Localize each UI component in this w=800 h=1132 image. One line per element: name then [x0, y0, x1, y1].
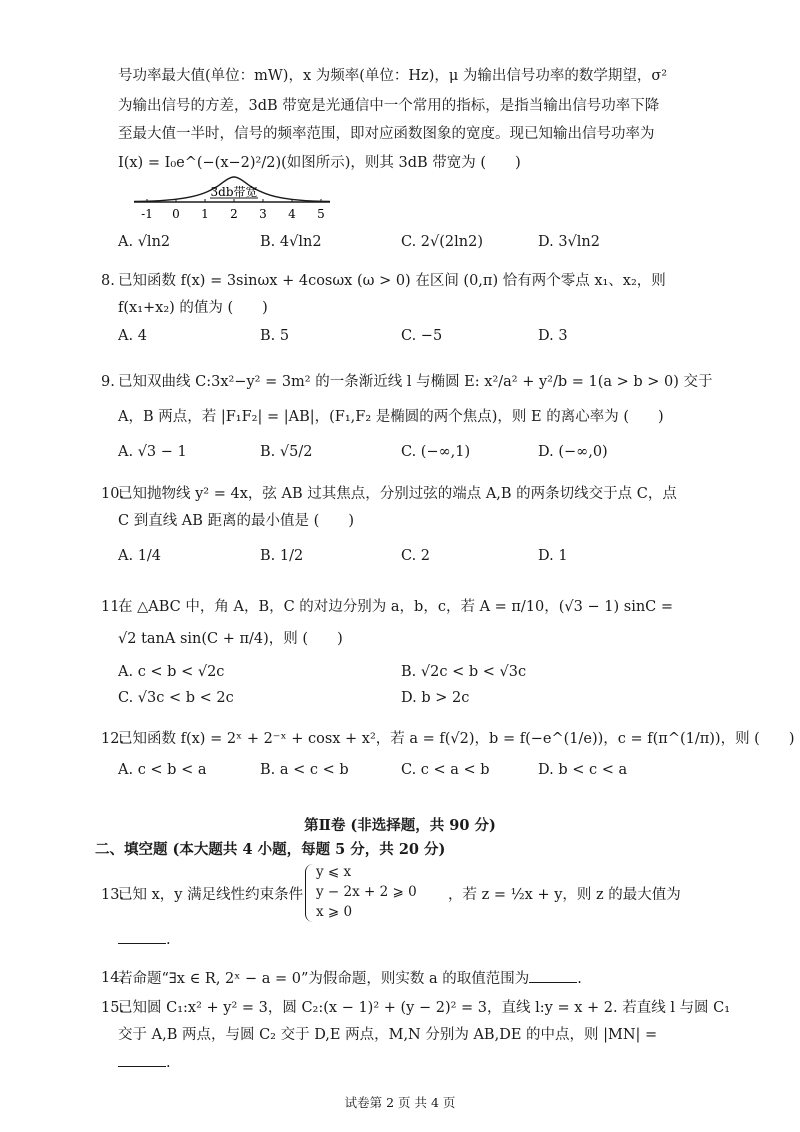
- q13-number: 13.: [101, 887, 125, 903]
- q13-constraints: [316, 862, 417, 922]
- q9-option-d: D. (−∞,0): [538, 444, 608, 460]
- q7-tick: 0: [172, 207, 180, 221]
- page-footer: 试卷第 2 页 共 4 页: [344, 1095, 456, 1110]
- q13-constraint: y ⩽ x: [316, 864, 352, 880]
- answer-blank[interactable]: [118, 1052, 166, 1067]
- q12-options: [118, 760, 718, 780]
- q8-option-b: B. 5: [260, 328, 290, 344]
- q7-option-d: D. 3√ln2: [538, 234, 600, 250]
- q7-graph-label: 3db带宽: [210, 185, 258, 199]
- q11-option-a: A. c < b < √2c: [118, 664, 225, 680]
- q10-option-b: B. 1/2: [260, 548, 304, 564]
- q7-tick: 4: [288, 207, 296, 221]
- q10-option-a: A. 1/4: [118, 548, 162, 564]
- q15-answer-blank: [118, 1052, 171, 1073]
- q8-options: [118, 326, 718, 346]
- q11-options-row-2: [118, 688, 718, 708]
- q12-number: 12.: [101, 731, 125, 747]
- q9-number: 9.: [101, 374, 115, 390]
- answer-blank[interactable]: [529, 968, 577, 983]
- q13-end: .: [166, 932, 171, 948]
- q12-line-1: 已知函数 f(x) = 2ˣ + 2⁻ˣ + cosx + x²，若 a = f(√2)，b = f(−e^(1/e))，c = f(π^(1/π))，则 ( ): [118, 731, 795, 747]
- q10-options: [118, 546, 718, 566]
- q15-end: .: [166, 1055, 171, 1071]
- q14-text: 若命题“∃x ∈ R, 2ˣ − a = 0”为假命题，则实数 a 的取值范围为: [118, 971, 530, 987]
- q10-option-d: D. 1: [538, 548, 568, 564]
- q11-option-c: C. √3c < b < 2c: [118, 690, 234, 706]
- q9-line-2: A，B 两点，若 |F₁F₂| = |AB|，(F₁,F₂ 是椭圆的两个焦点)，则 E 的离心率为 ( ): [118, 409, 664, 425]
- q7-line-2: 为输出信号的方差，3dB 带宽是光通信中一个常用的指标，是指当输出信号功率下降: [118, 98, 660, 114]
- q10-option-c: C. 2: [401, 548, 431, 564]
- q7-gaussian-graph: [130, 172, 340, 224]
- q7-line-1: 号功率最大值(单位：mW)，x 为频率(单位：Hz)，μ 为输出信号功率的数学期望，σ²: [118, 68, 668, 84]
- q12-option-b: B. a < c < b: [260, 762, 349, 778]
- q13-constraint: y − 2x + 2 ⩾ 0: [316, 884, 417, 900]
- q9-option-c: C. (−∞,1): [401, 444, 471, 460]
- q7-option-c: C. 2√(2ln2): [401, 234, 484, 250]
- q11-option-d: D. b > 2c: [401, 690, 470, 706]
- q15-number: 15.: [101, 1000, 125, 1016]
- q11-line-2: √2 tanA sin(C + π/4)，则 ( ): [118, 631, 343, 647]
- q14-number: 14.: [101, 970, 125, 986]
- q13-prefix: 已知 x，y 满足线性约束条件: [118, 887, 304, 903]
- q9-option-a: A. √3 − 1: [118, 444, 187, 460]
- q8-line-1: 已知函数 f(x) = 3sinωx + 4cosωx (ω > 0) 在区间 (0,π) 恰有两个零点 x₁、x₂，则: [118, 273, 666, 289]
- q7-option-b: B. 4√ln2: [260, 234, 322, 250]
- q12-option-d: D. b < c < a: [538, 762, 628, 778]
- q8-option-a: A. 4: [118, 328, 147, 344]
- q8-option-c: C. −5: [401, 328, 443, 344]
- q8-number: 8.: [101, 273, 115, 289]
- q13-suffix: ，若 z = ½x + y，则 z 的最大值为: [448, 887, 681, 903]
- q7-tick: 3: [259, 207, 267, 221]
- q8-option-d: D. 3: [538, 328, 568, 344]
- q12-option-a: A. c < b < a: [118, 762, 207, 778]
- q13-answer-blank: [118, 929, 171, 950]
- q11-option-b: B. √2c < b < √3c: [401, 664, 527, 680]
- q7-tick: -1: [141, 207, 153, 221]
- q9-option-b: B. √5/2: [260, 444, 313, 460]
- q11-options-row-1: [118, 662, 718, 682]
- q10-line-1: 已知抛物线 y² = 4x，弦 AB 过其焦点，分别过弦的端点 A,B 的两条切线交于点 C，点: [118, 486, 677, 502]
- q13-brace: [305, 864, 316, 922]
- q15-line-1: 已知圆 C₁:x² + y² = 3，圆 C₂:(x − 1)² + (y − 2)² = 3，直线 l:y = x + 2. 若直线 l 与圆 C₁: [118, 1000, 731, 1016]
- section2-title: 二、填空题 (本大题共 4 小题，每题 5 分，共 20 分): [95, 841, 446, 858]
- q7-line-3: 至最大值一半时，信号的频率范围，即对应函数图象的宽度。现已知输出信号功率为: [118, 126, 655, 142]
- q15-line-2: 交于 A,B 两点，与圆 C₂ 交于 D,E 两点，M,N 分别为 AB,DE 的中点，则 |MN| =: [118, 1027, 658, 1043]
- q9-line-1: 已知双曲线 C:3x²−y² = 3m² 的一条渐近线 l 与椭圆 E: x²/a² + y²/b = 1(a > b > 0) 交于: [118, 374, 713, 390]
- q7-tick: 5: [317, 207, 325, 221]
- q13-constraint: x ⩾ 0: [316, 904, 353, 920]
- q14-line: [118, 968, 582, 989]
- q12-option-c: C. c < a < b: [401, 762, 490, 778]
- q8-line-2: f(x₁+x₂) 的值为 ( ): [118, 300, 268, 316]
- q9-options: [118, 442, 718, 462]
- q7-options: [118, 232, 718, 252]
- q10-number: 10.: [101, 486, 125, 502]
- part2-title: 第Ⅱ卷 (非选择题，共 90 分): [304, 817, 496, 834]
- q14-end: .: [577, 971, 582, 987]
- q7-option-a: A. √ln2: [118, 234, 171, 250]
- answer-blank[interactable]: [118, 929, 166, 944]
- q11-line-1: 在 △ABC 中，角 A，B，C 的对边分别为 a，b，c，若 A = π/10，(√3 − 1) sinC =: [118, 599, 674, 615]
- q11-number: 11.: [101, 599, 125, 615]
- q7-tick: 2: [230, 207, 238, 221]
- q7-tick: 1: [201, 207, 209, 221]
- q7-line-4: I(x) = I₀e^(−(x−2)²/2)(如图所示)，则其 3dB 带宽为 ( ): [118, 155, 521, 171]
- q10-line-2: C 到直线 AB 距离的最小值是 ( ): [118, 513, 354, 529]
